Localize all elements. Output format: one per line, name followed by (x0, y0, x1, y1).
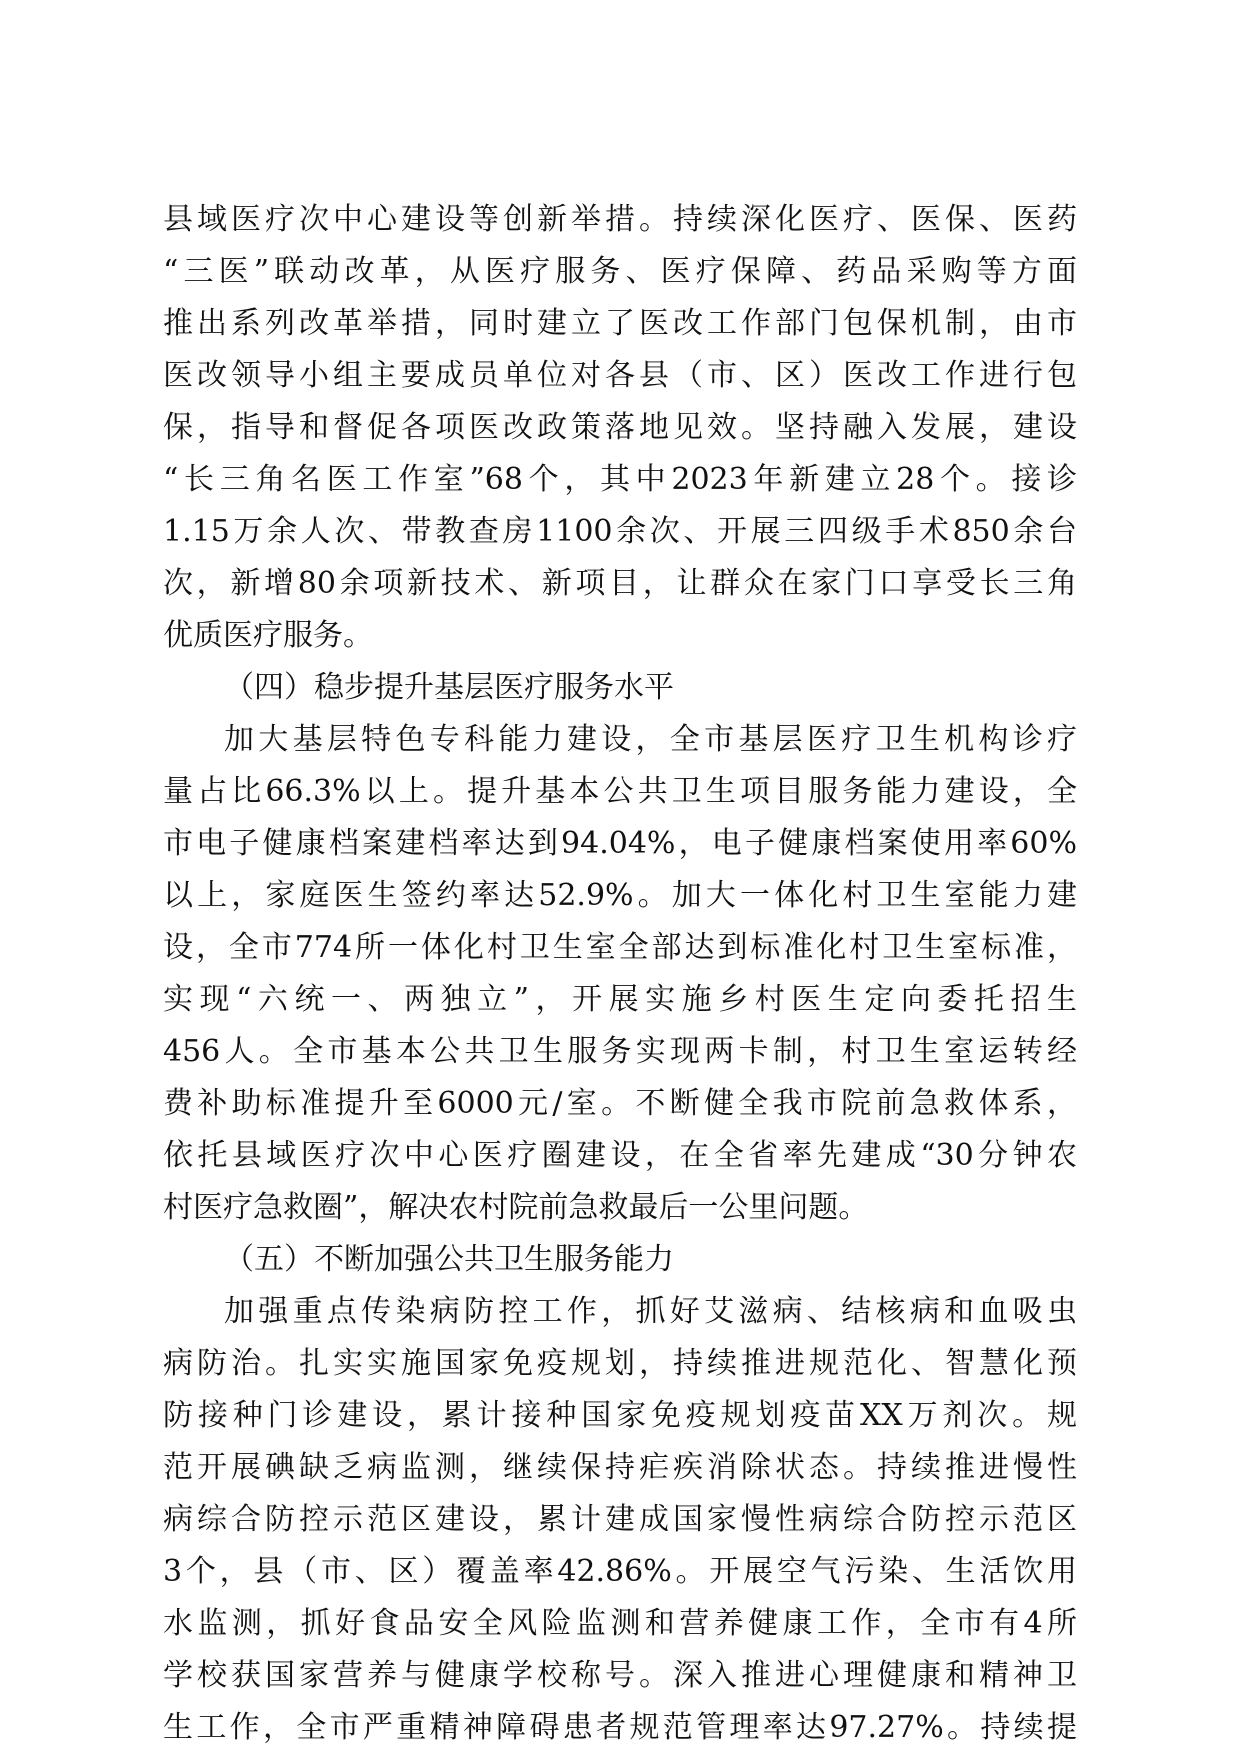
body-text-line: 次，新增80余项新技术、新项目，让群众在家门口享受长三角 (163, 566, 1077, 601)
body-text-line: 水监测，抓好食品安全风险监测和营养健康工作，全市有4所 (163, 1606, 1077, 1641)
body-text-line: 加强重点传染病防控工作，抓好艾滋病、结核病和血吸虫 (224, 1294, 1077, 1329)
body-text-line: 市电子健康档案建档率达到94.04%，电子健康档案使用率60% (163, 826, 1077, 861)
body-text-line: 1.15万余人次、带教查房1100余次、开展三四级手术850余台 (163, 514, 1077, 549)
body-text-line: 防接种门诊建设，累计接种国家免疫规划疫苗XX万剂次。规 (163, 1398, 1077, 1433)
body-text-line: 设，全市774所一体化村卫生室全部达到标准化村卫生室标准， (163, 930, 1077, 965)
body-text-line: 推出系列改革举措，同时建立了医改工作部门包保机制，由市 (163, 306, 1077, 341)
body-text-line: 县域医疗次中心建设等创新举措。持续深化医疗、医保、医药 (163, 202, 1077, 237)
body-text-line: “三医”联动改革，从医疗服务、医疗保障、药品采购等方面 (163, 254, 1077, 289)
body-text-line: 学校获国家营养与健康学校称号。深入推进心理健康和精神卫 (163, 1658, 1077, 1693)
body-text-line: 456人。全市基本公共卫生服务实现两卡制，村卫生室运转经 (163, 1034, 1077, 1069)
body-text-line: 加大基层特色专科能力建设，全市基层医疗卫生机构诊疗 (224, 722, 1077, 757)
body-text-line: 量占比66.3%以上。提升基本公共卫生项目服务能力建设，全 (163, 774, 1077, 809)
body-text-line: 实现“六统一、两独立”，开展实施乡村医生定向委托招生 (163, 982, 1077, 1017)
body-text-line: 保，指导和督促各项医改政策落地见效。坚持融入发展，建设 (163, 410, 1077, 445)
body-text-line: 医改领导小组主要成员单位对各县（市、区）医改工作进行包 (163, 358, 1077, 393)
body-text-line: 3个，县（市、区）覆盖率42.86%。开展空气污染、生活饮用 (163, 1554, 1077, 1589)
body-text-line: 优质医疗服务。 (163, 618, 373, 653)
section-heading: （五）不断加强公共卫生服务能力 (224, 1242, 674, 1277)
body-text-line: 生工作，全市严重精神障碍患者规范管理率达97.27%。持续提 (163, 1710, 1077, 1745)
body-text-line: 村医疗急救圈”，解决农村院前急救最后一公里问题。 (163, 1190, 869, 1225)
body-text-line: “长三角名医工作室”68个，其中2023年新建立28个。接诊 (163, 462, 1077, 497)
body-text-line: 病防治。扎实实施国家免疫规划，持续推进规范化、智慧化预 (163, 1346, 1077, 1381)
body-text-line: 以上，家庭医生签约率达52.9%。加大一体化村卫生室能力建 (163, 878, 1077, 913)
body-text-line: 依托县域医疗次中心医疗圈建设，在全省率先建成“30分钟农 (163, 1138, 1077, 1173)
body-text-line: 范开展碘缺乏病监测，继续保持疟疾消除状态。持续推进慢性 (163, 1450, 1077, 1485)
body-text-line: 病综合防控示范区建设，累计建成国家慢性病综合防控示范区 (163, 1502, 1077, 1537)
body-text-line: 费补助标准提升至6000元/室。不断健全我市院前急救体系， (163, 1086, 1077, 1121)
section-heading: （四）稳步提升基层医疗服务水平 (224, 670, 674, 705)
